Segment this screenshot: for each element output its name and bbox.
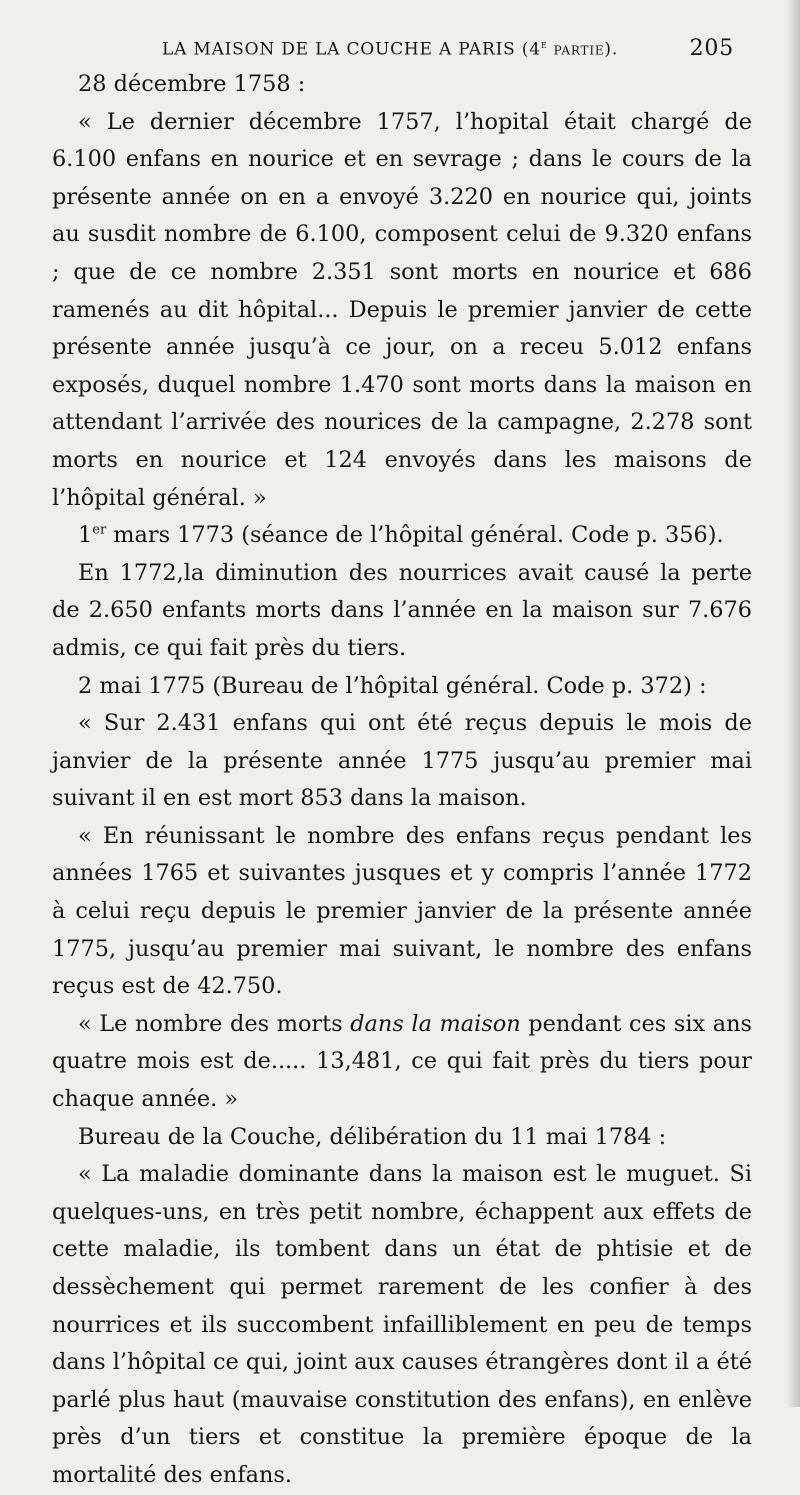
paragraph-quote-morts-end: pendant ces six ans quatre mois est de..... 13,481, ce qui fait près du tiers pour chaque année. » xyxy=(52,1010,752,1113)
paragraph-date-1758: 28 décembre 1758 : xyxy=(78,71,306,97)
paragraph-date-1773-rest: mars 1773 (séance de l’hôpital général. Code p. 356). xyxy=(106,522,724,549)
running-title-superscript: e xyxy=(540,38,548,51)
paragraph-quote-morts-start: « Le nombre des morts xyxy=(78,1010,351,1037)
running-title-end: partie). xyxy=(547,39,619,60)
paragraph-date-1773-superscript: er xyxy=(92,522,107,538)
paragraph-quote-2431: « Sur 2.431 enfans qui ont été reçus depuis le mois de janvier de la présente année 1775 jusqu’au premier mai suivant il en est mort 853 dans la maison. xyxy=(52,710,752,812)
paragraph-bureau-1784: Bureau de la Couche, délibération du 11 mai 1784 : xyxy=(78,1123,667,1150)
page-number: 205 xyxy=(689,36,734,61)
running-header xyxy=(162,34,768,64)
paragraph-date-1773 xyxy=(52,517,752,555)
paragraph-quote-reunissant: « En réunissant le nombre des enfans reçus pendant les années 1765 et suivantes jusques et y compris l’année 1772 à celui reçu depuis le premier janvier de la présente année 1775, jusqu’au premier mai suivant, le nombre des enfans reçus est de 42.750. xyxy=(52,822,752,1000)
paragraph-quote-morts xyxy=(52,1006,752,1119)
paragraph-quote-muguet: « La maladie dominante dans la maison est le muguet. Si quelques-uns, en très petit nombre, échappent aux effets de cette maladie, ils tombent dans un état de phtisie et de dessèchement qui permet rarement de les confier à des nourrices et ils succombent infailliblement en peu de temps dans l’hôpital ce qui, joint aux causes étrangères dont il a été parlé plus haut (mauvaise constitution des enfans), en enlève près d’un tiers et constitue la première époque de la mortalité des enfans. xyxy=(52,1161,752,1488)
main-text xyxy=(52,66,752,1495)
running-title xyxy=(162,38,618,60)
page-edge-shadow xyxy=(786,0,800,1407)
paragraph-1772: En 1772,la diminution des nourrices avait causé la perte de 2.650 enfants morts dans l’année en la maison sur 7.676 admis, ce qui fait près du tiers. xyxy=(52,559,752,661)
running-title-text: LA MAISON DE LA COUCHE A PARIS (4 xyxy=(162,39,541,60)
paragraph-date-1775: 2 mai 1775 (Bureau de l’hôpital général. Code p. 372) : xyxy=(78,672,707,699)
paragraph-quote-1757: « Le dernier décembre 1757, l’hopital était chargé de 6.100 enfans en nourice et en sevrage ; dans le cours de la présente année on en a envoyé 3.220 en nourice qui, joints au susdit nombre de 6.100, composent celui de 9.320 enfans ; que de ce nombre 2.351 sont morts en nourice et 686 ramenés au dit hôpital... Depuis le premier janvier de cette présente année jusqu’à ce jour, on a receu 5.012 enfans exposés, duquel nombre 1.470 sont morts dans la maison en attendant l’arrivée des nourices de la campagne, 2.278 sont morts en nourice et 124 envoyés dans les maisons de l’hôpital général. » xyxy=(52,108,752,511)
paragraph-date-1773-day: 1 xyxy=(78,522,93,549)
paragraph-quote-morts-italic: dans la maison xyxy=(350,1010,521,1037)
